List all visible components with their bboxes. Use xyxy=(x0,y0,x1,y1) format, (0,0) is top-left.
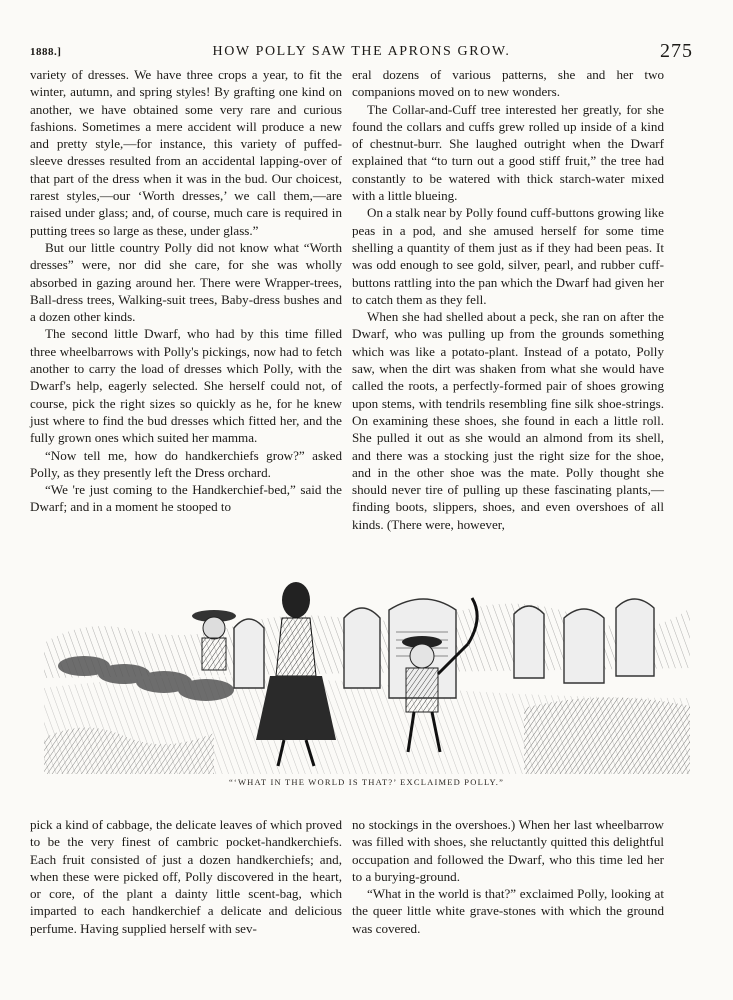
graveyard-illustration xyxy=(44,548,690,774)
column-top-right xyxy=(352,66,664,533)
paragraph: On a stalk near by Polly found cuff-buttons growing like peas in a pod, and she amused herself for some time shelling a quantity of them just as if they had been peas. It was odd enough to see gold, silver, pearl, and rubber cuff-buttons rattling into the pan which the Dwarf had given her to catch them as they fell. xyxy=(352,205,664,307)
column-bottom-right xyxy=(352,816,664,937)
paragraph: variety of dresses. We have three crops a year, to fit the winter, autumn, and spring styles! By grafting one kind on another, we have obtained some very rare and curious fashions. Sometimes a mere accident will produce a new and pretty style,—for instance, this variety of puffed-sleeve dresses resulted from an accidental lapping-over of that part of the dress when it was in the bud. Our choicest, rarest styles,—our ‘Worth dresses,’ we call them,—are raised under glass; and, of course, much care is required in putting trees so large as these, under glass.” xyxy=(30,67,342,238)
paragraph: eral dozens of various patterns, she and her two companions moved on to new wonders. xyxy=(352,67,664,100)
paragraph: no stockings in the overshoes.) When her last wheelbarrow was filled with shoes, she reluctantly quitted this delightful occupation and followed the Dwarf, who this time led her to a burying-ground. xyxy=(352,817,664,884)
paragraph: But our little country Polly did not know what “Worth dresses” were, nor did she care, for she was wholly absorbed in gazing around her. There were Wrapper-trees, Ball-dress trees, Walking-suit trees, Baby-dress bushes and a dozen other kinds. xyxy=(30,239,342,325)
paragraph: “We 're just coming to the Handkerchief-bed,” said the Dwarf; and in a moment he stooped to xyxy=(30,482,342,515)
column-top-left xyxy=(30,66,342,516)
paragraph: pick a kind of cabbage, the delicate leaves of which proved to be the very finest of cambric pocket-handkerchiefs. Each fruit consisted of just a dozen handkerchiefs; and, when these were picked off, Polly discovered in the heart, or core, of the plant a dainty little scent-bag, which imparted to each handkerchief a delicate and delicious perfume. Having supplied herself with sev- xyxy=(30,817,342,936)
column-bottom-left xyxy=(30,816,342,937)
header-title: HOW POLLY SAW THE APRONS GROW. xyxy=(212,44,511,59)
running-header xyxy=(30,40,693,64)
paragraph: The second little Dwarf, who had by this time filled three wheelbarrows with Polly's pickings, now had to fetch another to carry the load of dresses which Polly, with the Dwarf's help, eagerly selected. She herself could not, of course, pick the right sizes so quickly as he, for he knew just where to find the bud dresses which fitted her, and the fully grown ones which suited her mamma. xyxy=(30,326,342,446)
paragraph: When she had shelled about a peck, she ran on after the Dwarf, who was pulling up from the grounds something which was like a potato-plant. Instead of a potato, Polly saw, when the dirt was shaken from what she would have called the roots, a perfectly-formed pair of shoes growing upon stems, with tendrils resembling fine silk shoe-strings. On examining these shoes, she found in each a little roll. She pulled it out as she would an almond from its shell, and there was a stocking just the right size for the shoe, and in the other shoe was the mate. Polly thought she should never tire of pulling up these fascinating plants,—finding boots, slippers, shoes, and even overshoes of all kinds. (There were, however, xyxy=(352,309,664,532)
paragraph: “What in the world is that?” exclaimed Polly, looking at the queer little white grave-stones with which the ground was covered. xyxy=(352,886,664,936)
paragraph: “Now tell me, how do handkerchiefs grow?” asked Polly, as they presently left the Dress orchard. xyxy=(30,447,342,480)
header-year: 1888.] xyxy=(30,46,62,58)
page-number: 275 xyxy=(660,40,693,62)
paragraph: The Collar-and-Cuff tree interested her greatly, for she found the collars and cuffs grew rolled up inside of a kind of chestnut-burr. She laughed outright when the Dwarf explained that “to turn out a good stiff fruit,” the tree had constantly to be watered with thick starch-water mixed with a little blueing. xyxy=(352,101,664,204)
illustration-caption: “‘WHAT IN THE WORLD IS THAT?’ EXCLAIMED POLLY.” xyxy=(228,777,505,787)
